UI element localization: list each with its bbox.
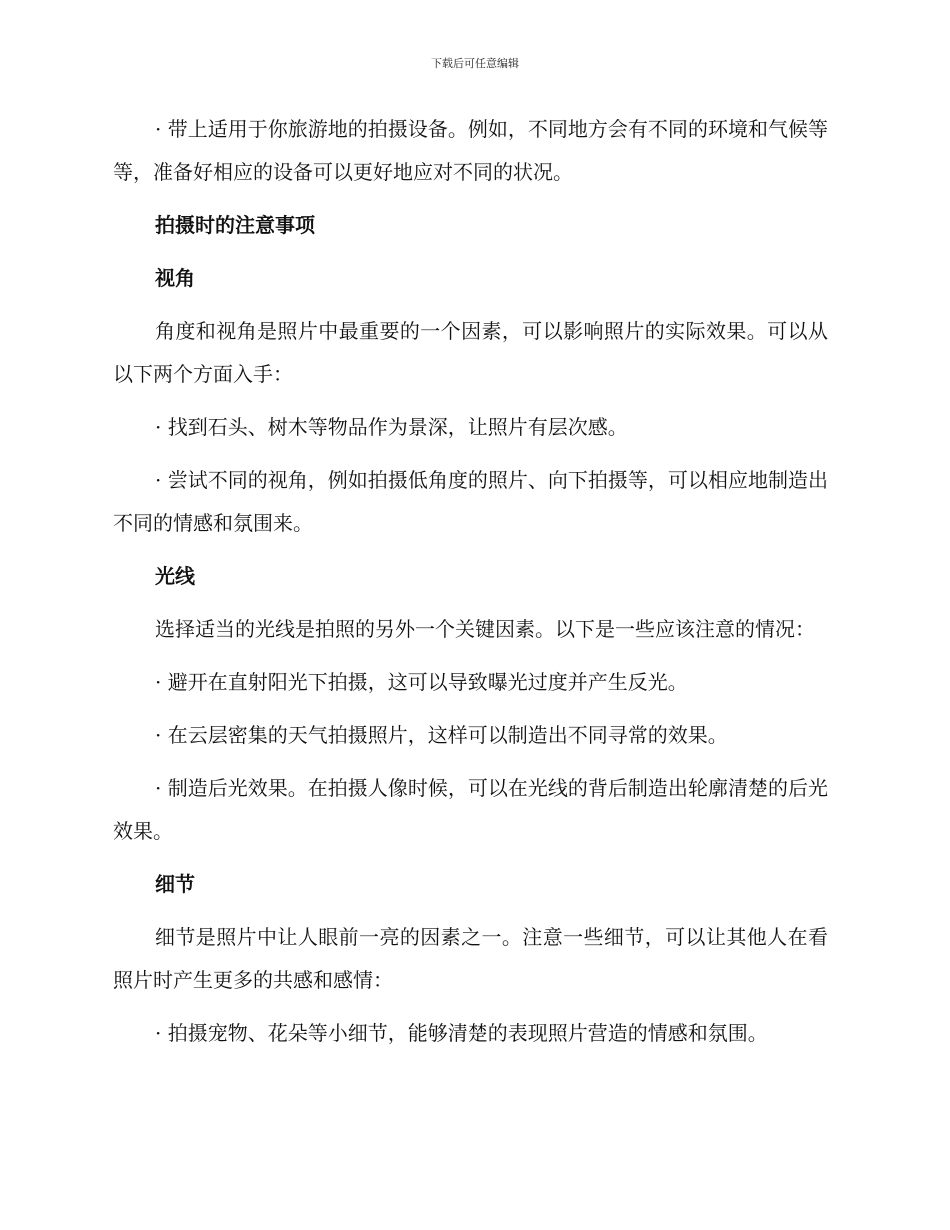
paragraph-light-intro: 选择适当的光线是拍照的另外一个关键因素。以下是一些应该注意的情况： — [155, 617, 815, 641]
page-header-note: 下载后可任意编辑 — [431, 57, 519, 70]
paragraph-direct-sun-bullet: · 避开在直射阳光下拍摄，这可以导致曝光过度并产生反光。 — [155, 670, 688, 694]
paragraph-backlight-bullet: · 制造后光效果。在拍摄人像时候，可以在光线的背后制造出轮廓清楚的后光效果。 — [113, 776, 828, 843]
paragraph-cloudy-bullet: · 在云层密集的天气拍摄照片，这样可以制造出不同寻常的效果。 — [155, 723, 728, 747]
paragraph-perspective-intro: 角度和视角是照片中最重要的一个因素，可以影响照片的实际效果。可以从以下两个方面入手： — [113, 319, 828, 386]
paragraph-angle-bullet: · 尝试不同的视角，例如拍摄低角度的照片、向下拍摄等，可以相应地制造出不同的情感和氛围来。 — [113, 468, 828, 535]
paragraph-small-details-bullet: · 拍摄宠物、花朵等小细节，能够清楚的表现照片营造的情感和氛围。 — [155, 1021, 768, 1045]
paragraph-depth-bullet: · 找到石头、树木等物品作为景深，让照片有层次感。 — [155, 415, 628, 439]
paragraph-equipment-bullet: · 带上适用于你旅游地的拍摄设备。例如，不同地方会有不同的环境和气候等等，准备好相应的设备可以更好地应对不同的状况。 — [113, 117, 828, 184]
subheading-details: 细节 — [155, 872, 195, 896]
section-heading-shooting-notes: 拍摄时的注意事项 — [155, 213, 315, 237]
paragraph-details-intro: 细节是照片中让人眼前一亮的因素之一。注意一些细节，可以让其他人在看照片时产生更多的共感和感情： — [113, 925, 828, 992]
subheading-light: 光线 — [155, 564, 195, 588]
document-body — [113, 108, 828, 1065]
subheading-perspective: 视角 — [155, 266, 195, 290]
